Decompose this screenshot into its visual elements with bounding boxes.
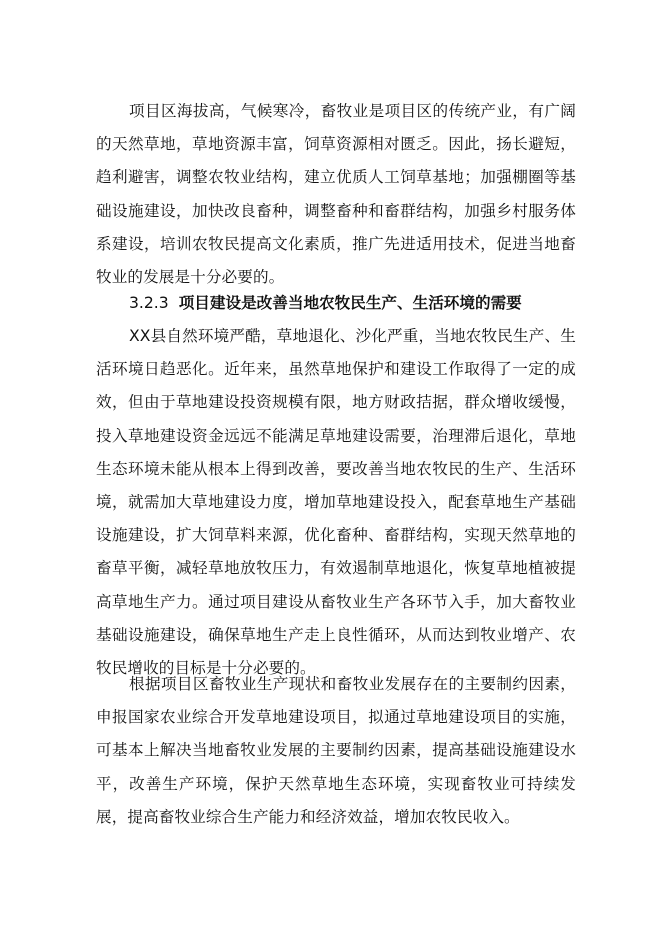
paragraph-livestock-background: 项目区海拔高，气候寒冷，畜牧业是项目区的传统产业，有广阔的天然草地，草地资源丰富，饲草资源相对匮乏。因此，扬长避短，趋利避害，调整农牧业结构，建立优质人工饲草基地；加强棚圈等基础设施建设，加快改良畜种，调整畜种和畜群结构，加强乡村服务体系建设，培训农牧民提高文化素质，推广先进适用技术，促进当地畜牧业的发展是十分必要的。 — [96, 102, 576, 287]
section-number: 3.2.3 — [129, 294, 169, 312]
section-heading — [129, 287, 579, 320]
paragraph-project-goals: 根据项目区畜牧业生产现状和畜牧业发展存在的主要制约因素，申报国家农业综合开发草地建设项目，拟通过草地建设项目的实施，可基本上解决当地畜牧业发展的主要制约因素，提高基础设施建设水平，改善生产环境，保护天然草地生态环境，实现畜牧业可持续发展，提高畜牧业综合生产能力和经济效益，增加农牧民收入。 — [96, 675, 576, 826]
section-title: 项目建设是改善当地农牧民生产、生活环境的需要 — [178, 294, 522, 312]
paragraph-environment-need: XX县自然环境严酷，草地退化、沙化严重，当地农牧民生产、生活环境日趋恶化。近年来，虽然草地保护和建设工作取得了一定的成效，但由于草地建设投资规模有限，地方财政拮据，群众增收缓慢，投入草地建设资金远远不能满足草地建设需要，治理滞后退化，草地生态环境未能从根本上得到改善，要改善当地农牧民的生产、生活环境，就需加大草地建设力度，增加草地建设投入，配套草地生产基础设施建设，扩大饲草料来源，优化畜种、畜群结构，实现天然草地的畜草平衡，减轻草地放牧压力，有效遏制草地退化，恢复草地植被提高草地生产力。通过项目建设从畜牧业生产各环节入手，加大畜牧业基础设施建设，确保草地生产走上良性循环，从而达到牧业增产、农牧民增收的目标是十分必要的。 — [96, 327, 576, 678]
